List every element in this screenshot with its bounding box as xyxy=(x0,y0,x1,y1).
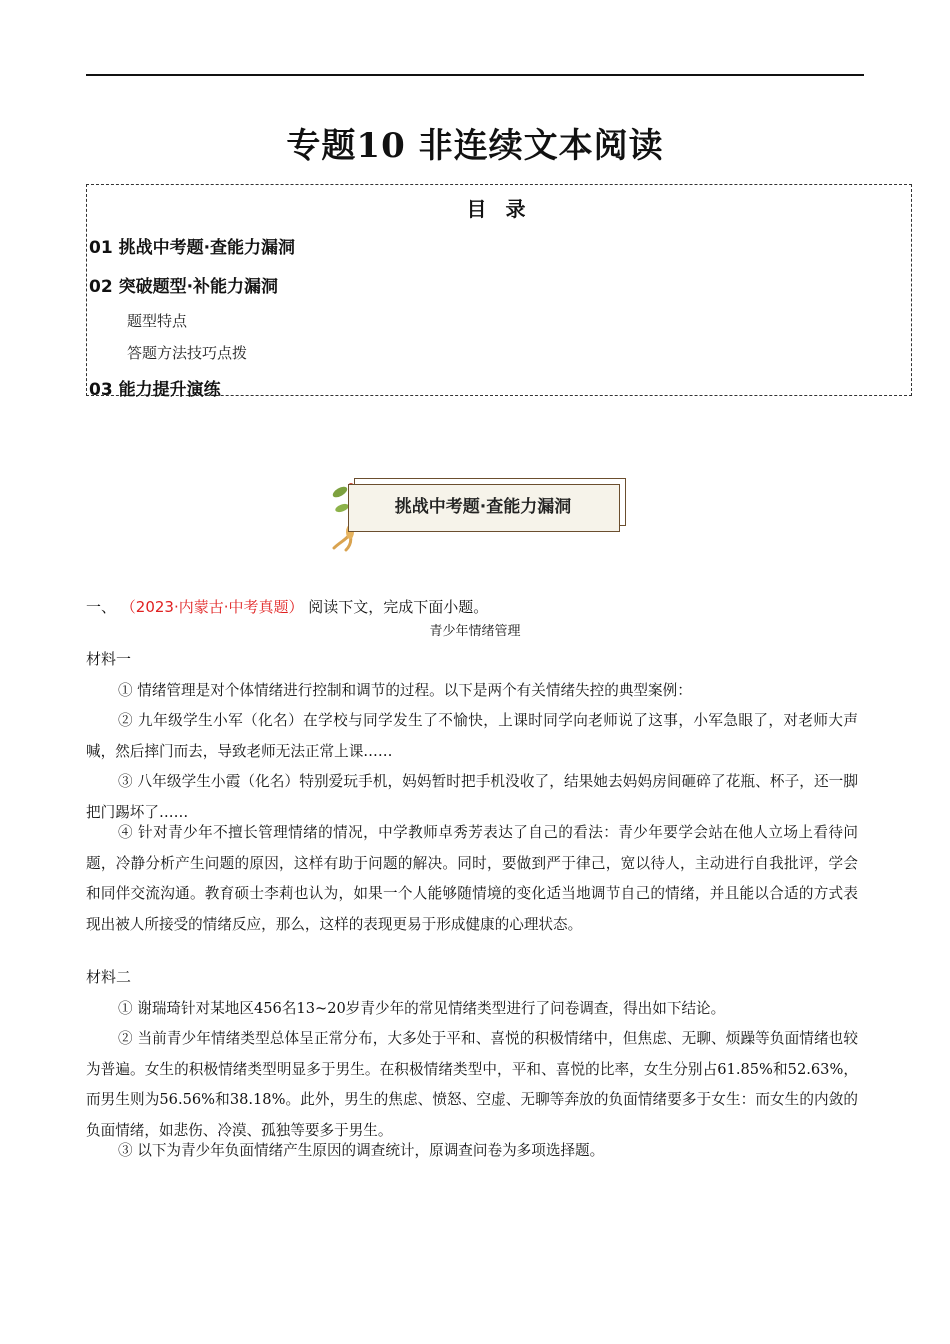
document-title: 专题10 非连续文本阅读 xyxy=(286,126,664,166)
section-banner xyxy=(318,478,628,552)
material1-label: 材料一 xyxy=(86,650,132,668)
material2-label: 材料二 xyxy=(86,968,132,986)
toc-subitem-methods[interactable]: 答题方法技巧点拨 xyxy=(127,344,248,362)
question-instruction: 阅读下文，完成下面小题。 xyxy=(308,598,489,616)
toc-subitem-features[interactable]: 题型特点 xyxy=(127,312,188,330)
material2-paragraph-2: ② 当前青少年情绪类型总体呈正常分布，大多处于平和、喜悦的积极情绪中，但焦虑、无聊、烦躁等负面情绪也较为普遍。女生的积极情绪类型明显多于男生。在积极情绪类型中，平和、喜悦的比率，女生分别占61.85%和52.63%，而男生则为56.56%和38.18%。此外，男生的焦虑、愤怒、空虚、无聊等奔放的负面情绪要多于女生：而女生的内敛的负面情绪，如悲伤、冷漠、孤独等要多于男生。 xyxy=(86,1030,858,1139)
table-of-contents xyxy=(86,184,912,400)
toc-item-03[interactable]: 03 能力提升演练 xyxy=(89,380,221,400)
material2-paragraph-1: ① 谢瑞琦针对某地区456名13~20岁青少年的常见情绪类型进行了问卷调查，得出如下结论。 xyxy=(118,1000,726,1017)
material2-paragraph-3: ③ 以下为青少年负面情绪产生原因的调查统计，原调查问卷为多项选择题。 xyxy=(118,1142,605,1159)
banner-label: 挑战中考题·查能力漏洞 xyxy=(394,497,572,517)
material1-paragraph-2: ② 九年级学生小军（化名）在学校与同学发生了不愉快，上课时同学向老师说了这事，小军急眼了，对老师大声喊，然后摔门而去，导致老师无法正常上课…… xyxy=(86,712,858,760)
material1-paragraph-1: ① 情绪管理是对个体情绪进行控制和调节的过程。以下是两个有关情绪失控的典型案例： xyxy=(118,682,692,699)
material1-paragraph-4: ④ 针对青少年不擅长管理情绪的情况，中学教师卓秀芳表达了自己的看法：青少年要学会站在他人立场上看待问题，冷静分析产生问题的原因，这样有助于问题的解决。同时，要做到严于律己，宽以待人，主动进行自我批评，学会和同伴交流沟通。教育硕士李莉也认为，如果一个人能够随情境的变化适当地调节自己的情绪，并且能以合适的方式表现出被人所接受的情绪反应，那么，这样的表现更易于形成健康的心理状态。 xyxy=(86,824,858,933)
question-source: （2023·内蒙古·中考真题） xyxy=(120,598,304,616)
toc-heading: 目 录 xyxy=(466,197,532,221)
question-number: 一、 xyxy=(86,598,117,616)
question-header xyxy=(86,596,488,617)
toc-item-02[interactable]: 02 突破题型·补能力漏洞 xyxy=(89,277,279,297)
material1-paragraph-3: ③ 八年级学生小霞（化名）特别爱玩手机，妈妈暂时把手机没收了，结果她去妈妈房间砸碎了花瓶、杯子，还一脚把门踢坏了…… xyxy=(86,773,858,821)
passage-title: 青少年情绪管理 xyxy=(429,624,521,639)
header-rule xyxy=(86,74,864,76)
toc-item-01[interactable]: 01 挑战中考题·查能力漏洞 xyxy=(89,238,296,258)
